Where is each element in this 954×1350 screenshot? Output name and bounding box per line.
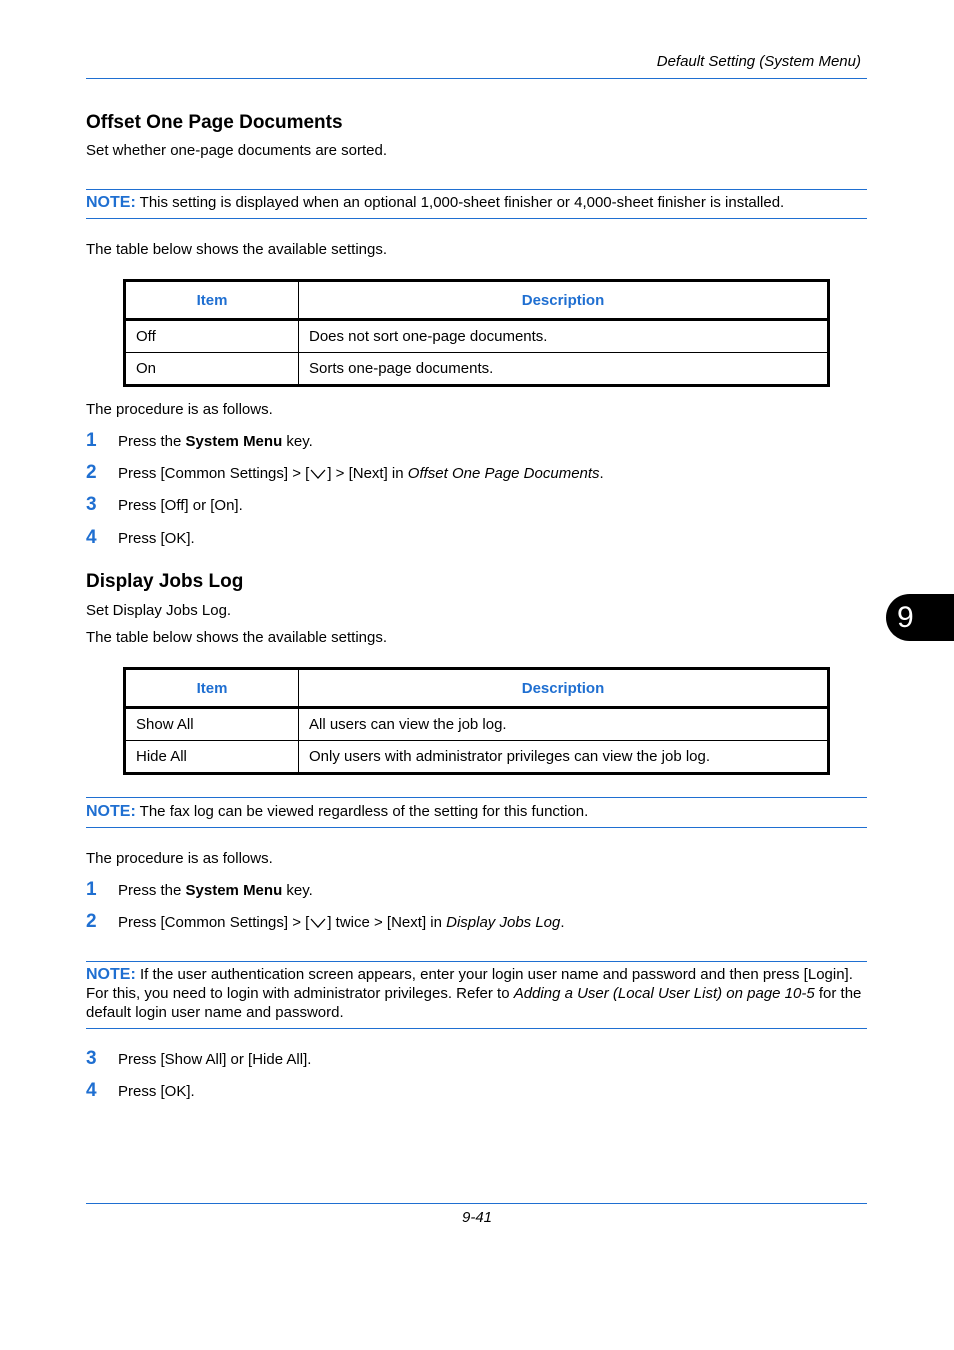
chapter-tab: 9 <box>886 594 954 641</box>
note-rule-top <box>86 189 867 190</box>
note-text: for the default login user name and password. <box>86 985 862 1021</box>
table-cell-item: On <box>125 353 299 386</box>
footer-rule <box>86 1203 867 1204</box>
step-key-name: System Menu <box>185 433 283 450</box>
step-number: 2 <box>86 462 97 483</box>
procedure-intro-jobs-log: The procedure is as follows. <box>86 850 273 867</box>
settings-table-offset <box>123 279 830 387</box>
step-text-part: . <box>599 465 604 482</box>
note-label: NOTE: <box>86 966 136 983</box>
step-text <box>118 882 313 899</box>
step-text: Press [OK]. <box>118 1083 195 1100</box>
table-row <box>125 320 829 353</box>
running-header: Default Setting (System Menu) <box>656 53 861 70</box>
step-number: 2 <box>86 911 97 932</box>
note-text: This setting is displayed when an optional 1,000-sheet finisher or 4,000-sheet finisher is installed. <box>135 194 785 211</box>
section-title-offset: Offset One Page Documents <box>86 112 343 133</box>
step-text-part: key. <box>282 882 313 899</box>
table-header-row <box>125 281 829 320</box>
step-text-part: key. <box>282 433 313 450</box>
note-finisher <box>86 193 867 212</box>
note-rule-bottom <box>86 218 867 219</box>
table-cell-description: Does not sort one-page documents. <box>299 320 829 353</box>
column-header-description: Description <box>299 281 829 320</box>
note-label: NOTE: <box>86 803 136 820</box>
table-cell-description: All users can view the job log. <box>299 708 829 741</box>
step-number: 4 <box>86 1080 97 1101</box>
note-rule-bottom <box>86 1028 867 1029</box>
step-text-part: Press the <box>118 882 186 899</box>
step-text: Press [Off] or [On]. <box>118 497 243 514</box>
step-text: Press [OK]. <box>118 530 195 547</box>
header-rule <box>86 78 867 79</box>
section-intro-offset: Set whether one-page documents are sorted. <box>86 142 388 159</box>
procedure-intro-offset: The procedure is as follows. <box>86 401 273 418</box>
step-number: 3 <box>86 1048 97 1069</box>
step-number: 1 <box>86 879 97 900</box>
step-text-part: ] twice > [Next] in <box>327 914 447 931</box>
step-setting-name: Offset One Page Documents <box>407 465 600 482</box>
section-intro-jobs-log: Set Display Jobs Log. <box>86 602 232 619</box>
step-number: 3 <box>86 494 97 515</box>
table-row <box>125 353 829 386</box>
step-text-part: Press [Common Settings] > [ <box>118 914 310 931</box>
note-rule-bottom <box>86 827 867 828</box>
note-text: If the user authentication screen appears, enter your login user name and password and then press [Login]. For this, you need to login with administrator privileges. Refer to <box>86 966 853 1002</box>
table-row <box>125 708 829 741</box>
table-cell-item: Hide All <box>125 741 299 774</box>
step-key-name: System Menu <box>185 882 283 899</box>
column-header-item: Item <box>125 669 299 708</box>
note-rule-top <box>86 797 867 798</box>
step-number: 1 <box>86 430 97 451</box>
step-text <box>118 914 565 931</box>
note-authentication <box>86 965 867 1022</box>
note-label: NOTE: <box>86 194 136 211</box>
step-setting-name: Display Jobs Log <box>446 914 561 931</box>
step-text <box>118 465 604 482</box>
table-cell-description: Sorts one-page documents. <box>299 353 829 386</box>
step-number: 4 <box>86 527 97 548</box>
page-number: 9-41 <box>461 1209 493 1226</box>
step-text-part: Press [Common Settings] > [ <box>118 465 310 482</box>
table-cell-item: Off <box>125 320 299 353</box>
section-title-jobs-log: Display Jobs Log <box>86 571 244 592</box>
table-row <box>125 741 829 774</box>
note-text: The fax log can be viewed regardless of the setting for this function. <box>135 803 589 820</box>
step-text <box>118 433 313 450</box>
table-cell-description: Only users with administrator privileges can view the job log. <box>299 741 829 774</box>
step-text-part: . <box>560 914 565 931</box>
step-text-part: Press the <box>118 433 186 450</box>
table-intro-jobs-log: The table below shows the available settings. <box>86 629 388 646</box>
note-fax-log <box>86 802 867 821</box>
step-text-part: ] > [Next] in <box>327 465 408 482</box>
column-header-item: Item <box>125 281 299 320</box>
note-cross-reference: Adding a User (Local User List) on page 10-5 <box>513 985 815 1002</box>
table-intro-offset: The table below shows the available settings. <box>86 241 388 258</box>
note-rule-top <box>86 961 867 962</box>
settings-table-jobs-log <box>123 667 830 775</box>
table-header-row <box>125 669 829 708</box>
table-cell-item: Show All <box>125 708 299 741</box>
chevron-down-icon <box>309 468 327 480</box>
chevron-down-icon <box>309 917 327 929</box>
column-header-description: Description <box>299 669 829 708</box>
step-text: Press [Show All] or [Hide All]. <box>118 1051 312 1068</box>
